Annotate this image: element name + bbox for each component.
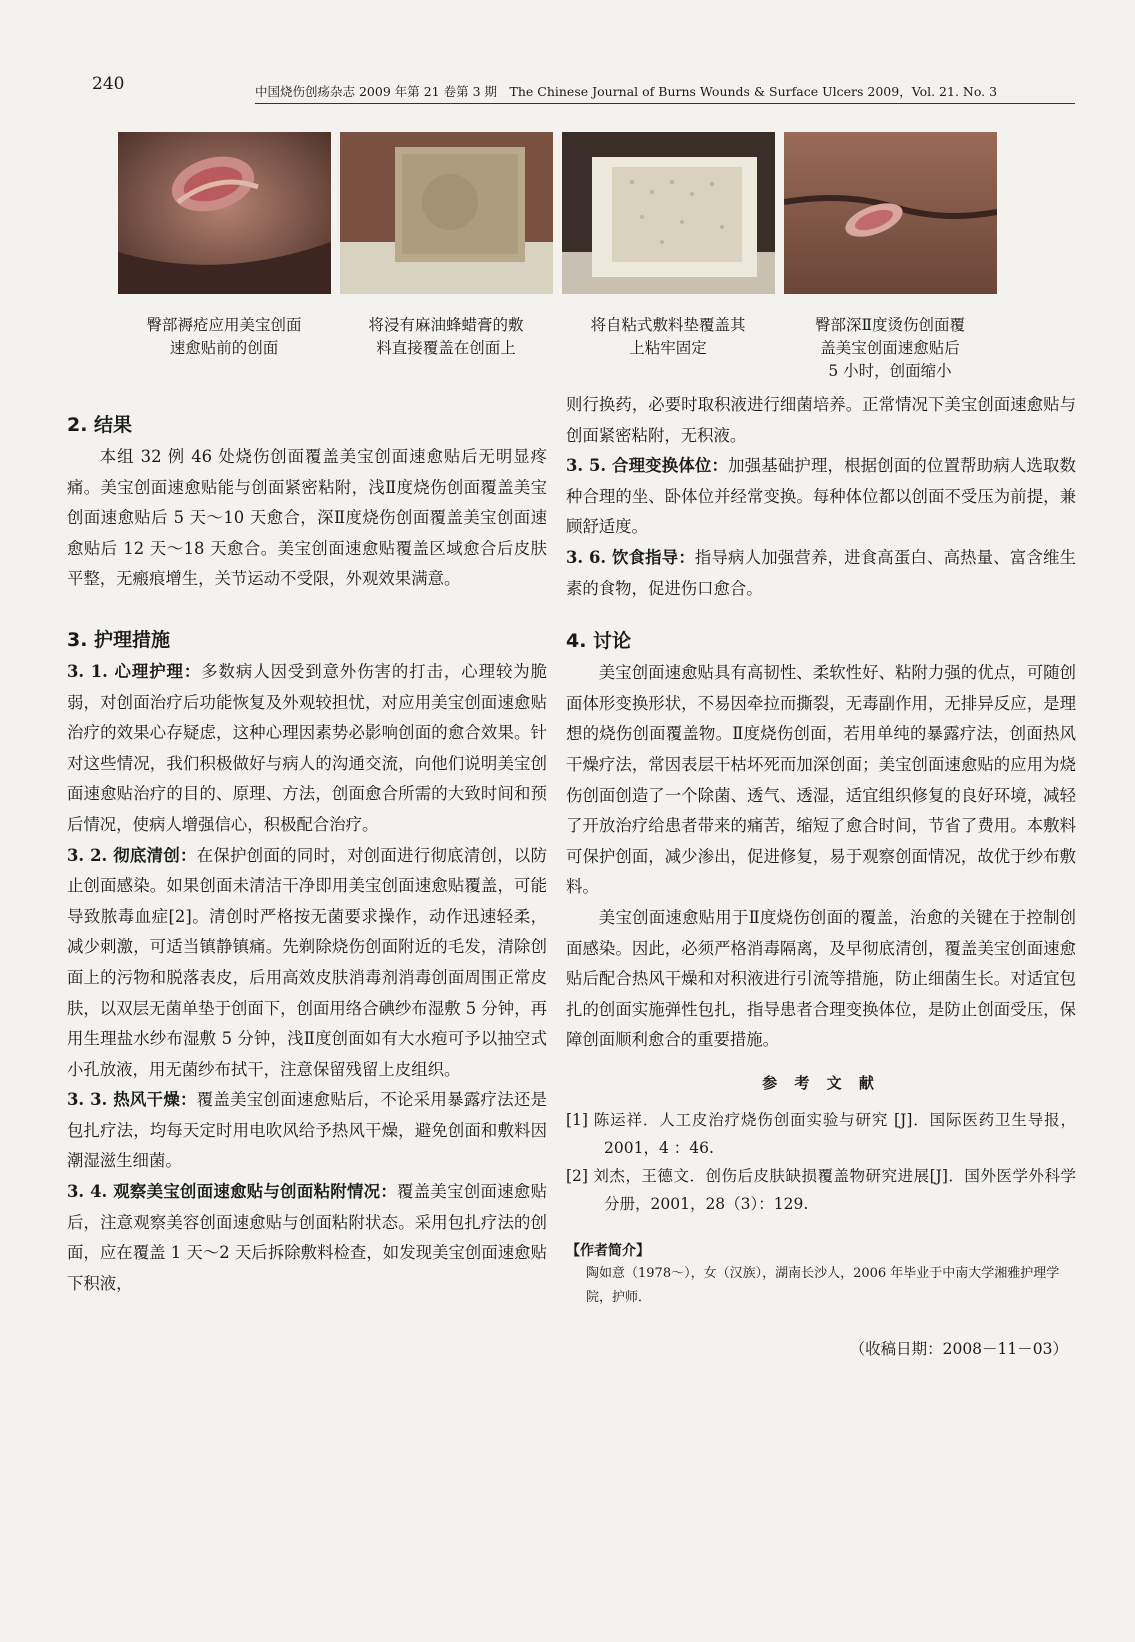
discussion-heading: 4. 讨论 [566, 630, 632, 653]
nursing-item-3-5: 3. 5. 合理变换体位：加强基础护理，根据创面的位置帮助病人选取数种合理的坐、卧体位并经常变换。每种体位都以创面不受压为前提，兼顾舒适度。 [566, 456, 1077, 537]
figure-row [118, 132, 1078, 302]
nursing-item-3-2: 3. 2. 彻底清创：在保护创面的同时，对创面进行彻底清创，以防止创面感染。如果创面未清洁干净即用美宝创面速愈贴覆盖，可能导致脓毒血症[2]。清创时严格按无菌要求操作，动作迅速轻柔，减少刺激，可适当镇静镇痛。先剃除烧伤创面附近的毛发，清除创面上的污物和脱落表皮，后用高效皮肤消毒剂消毒创面周围正常皮肤，以双层无菌单垫于创面下，创面用络合碘纱布湿敷 5 分钟，再用生理盐水纱布湿敷 5 分钟，浅Ⅱ度创面如有大水疱可予以抽空式小孔放液，用无菌纱布拭干，注意保留残留上皮组织。 [67, 845, 547, 1079]
left-column [67, 408, 547, 1299]
nursing-item-3-1: 3. 1. 心理护理：多数病人因受到意外伤害的打击，心理较为脆弱，对创面治疗后功能恢复及外观较担忧，对应用美宝创面速愈贴治疗的效果心存疑虑，这种心理因素势必影响创面的愈合效果。针对这些情况，我们积极做好与病人的沟通交流，向他们说明美宝创面速愈贴治疗的目的、原理、方法，创面愈合所需的大致时间和预后情况，使病人增强信心，积极配合治疗。 [67, 661, 548, 834]
figure-caption-3: 将自粘式敷料垫覆盖其 上粘牢固定 [590, 316, 746, 357]
nursing-heading: 3. 护理措施 [67, 628, 171, 651]
photo-dressing-applied [340, 132, 553, 294]
received-date: （收稿日期：2008－11－03） [849, 1339, 1068, 1358]
results-heading: 2. 结果 [67, 414, 133, 436]
right-column [566, 390, 1076, 1364]
author-bio: 陶如意（1978～），女（汉族），湖南长沙人，2006 年毕业于中南大学湘雅护理学院，护师． [586, 1265, 1060, 1305]
nursing-item-3-3: 3. 3. 热风干燥：覆盖美宝创面速愈贴后，不论采用暴露疗法还是包扎疗法，均每天定时用电吹风给予热风干燥，避免创面和敷料因潮湿滋生细菌。 [67, 1090, 547, 1171]
discussion-paragraph-2: 美宝创面速愈贴用于Ⅱ度烧伤创面的覆盖，治愈的关键在于控制创面感染。因此，必须严格消毒隔离，及早彻底清创，覆盖美宝创面速愈贴后配合热风干燥和对积液进行引流等措施，防止细菌生长。对适宜包扎的创面实施弹性包扎，指导患者合理变换体位，是防止创面受压，保障创面顺利愈合的重要措施。 [566, 907, 1076, 1050]
references-title: 参 考 文 献 [762, 1073, 880, 1092]
nursing-item-3-4: 3. 4. 观察美宝创面速愈贴与创面粘附情况：覆盖美宝创面速愈贴后，注意观察美容创面速愈贴与创面粘附状态。采用包扎疗法的创面，应在覆盖 1 天～2 天后拆除敷料检查，如发现美宝创面速愈贴下积液， [67, 1182, 547, 1293]
reference-item-1: [1] 陈运祥．人工皮治疗烧伤创面实验与研究 [J]．国际医药卫生导报，2001，4 ：46. [566, 1110, 1076, 1157]
figure-caption-4: 臀部深Ⅱ度烫伤创面覆 盖美宝创面速愈贴后 5 小时，创面缩小 [814, 316, 966, 380]
page-number: 240 [92, 74, 125, 94]
photo-fixed-dressing [562, 132, 775, 294]
figure-caption-2: 将浸有麻油蜂蜡膏的敷 料直接覆盖在创面上 [368, 316, 524, 357]
running-header: 中国烧伤创疡杂志 2009 年第 21 卷第 3 期 The Chinese Journal of Burns Wounds & Surface Ulcers 2009，Vol. 21. No. 3 [255, 82, 1075, 104]
photo-wound-after [784, 132, 997, 294]
author-heading: 【作者简介】 [566, 1242, 650, 1259]
results-paragraph: 本组 32 例 46 处烧伤创面覆盖美宝创面速愈贴后无明显疼痛。美宝创面速愈贴能与创面紧密粘附，浅Ⅱ度烧伤创面覆盖美宝创面速愈贴后 5 天～10 天愈合，深Ⅱ度烧伤创面覆盖美宝创面速愈贴后 12 天～18 天愈合。美宝创面速愈贴覆盖区域愈合后皮肤平整，无瘢痕增生，关节运动不受限，外观效果满意。 [67, 447, 547, 589]
photo-wound-before [118, 132, 331, 294]
figure-caption-1: 臀部褥疮应用美宝创面 速愈贴前的创面 [146, 316, 302, 357]
discussion-paragraph-1: 美宝创面速愈贴具有高韧性、柔软性好、粘附力强的优点，可随创面体形变换形状，不易因牵拉而撕裂，无毒副作用，无排异反应，是理想的烧伤创面覆盖物。Ⅱ度烧伤创面，若用单纯的暴露疗法，创面热风干燥疗法，常因表层干枯坏死而加深创面；美宝创面速愈贴的应用为烧伤创面创造了一个除菌、透气、透湿，适宜组织修复的良好环境，减轻了开放治疗给患者带来的痛苦，缩短了愈合时间，节省了费用。本敷料可保护创面，减少渗出，促进修复，易于观察创面情况，故优于纱布敷料。 [566, 663, 1076, 897]
nursing-continuation: 则行换药，必要时取积液进行细菌培养。正常情况下美宝创面速愈贴与创面紧密粘附，无积液。 [566, 395, 1076, 445]
nursing-item-3-6: 3. 6. 饮食指导：指导病人加强营养，进食高蛋白、高热量、富含维生素的食物，促进伤口愈合。 [566, 547, 1077, 598]
reference-item-2: [2] 刘杰，王德文．创伤后皮肤缺损覆盖物研究进展[J]．国外医学外科学分册，2001，28（3）：129. [566, 1166, 1076, 1213]
